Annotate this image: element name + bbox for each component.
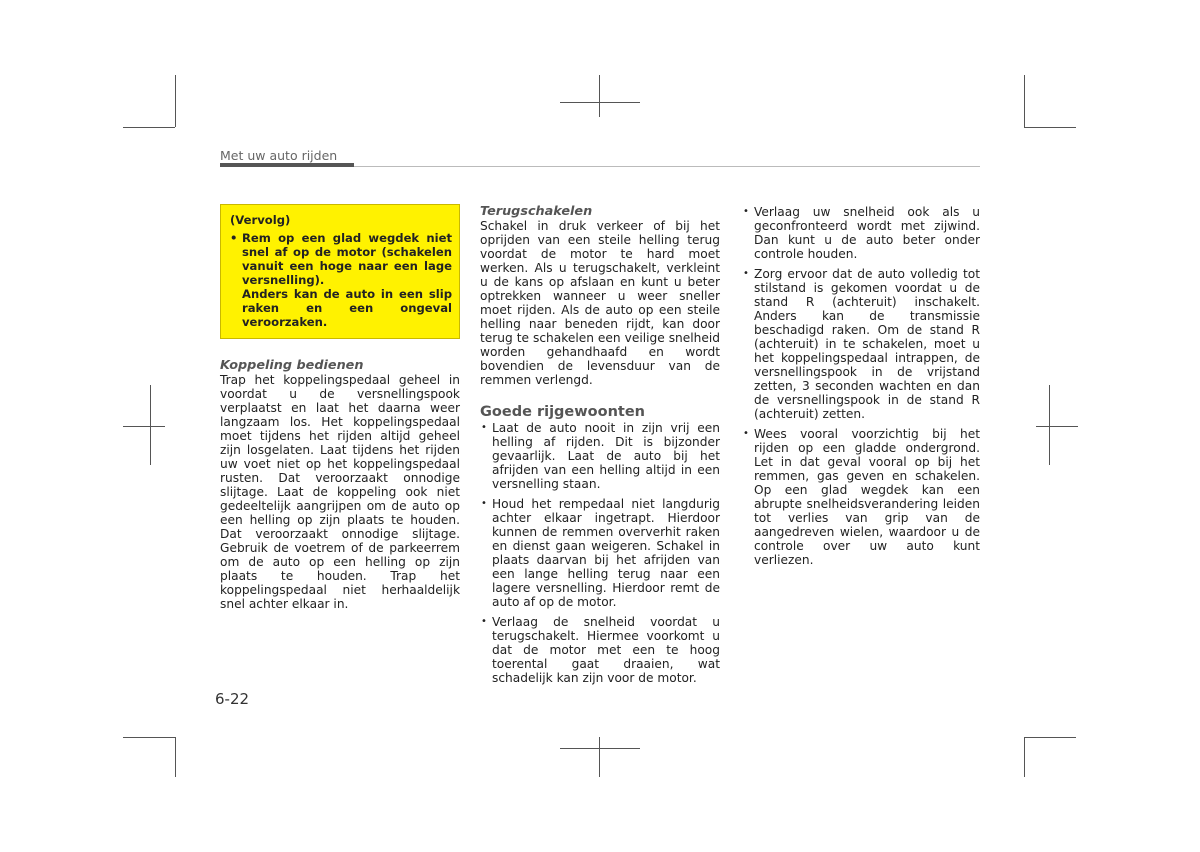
habits-list-part1 (480, 421, 720, 685)
clutch-heading: Koppeling bedienen (220, 358, 364, 373)
caution-title: (Vervolg) (230, 213, 291, 227)
caution-text: • Rem op een glad wegdek niet snel af op de motor (schakelen vanuit een hoge naar een lage versnelling). (242, 231, 452, 287)
list-item: • Houd het rempedaal niet langdurig achter elkaar ingetrapt. Hierdoor kunnen de remmen oververhit raken en dienst gaan weigeren. Schakel in plaats daarvan bij het afrijden van een lange helling terug naar een lagere versnelling. Hierdoor remt de auto af op de motor. (480, 497, 720, 609)
downshift-heading: Terugschakelen (480, 204, 593, 219)
page-number: 6-22 (215, 690, 250, 708)
list-item: • Verlaag de snelheid voordat u terugschakelt. Hiermee voorkomt u dat de motor met een te hoog toerental gaat draaien, wat schadelijk kan zijn voor de motor. (480, 615, 720, 685)
caution-item (230, 231, 452, 329)
habits-list-part2 (742, 205, 980, 567)
header-rule (354, 166, 980, 167)
habits-heading: Goede rijgewoonten (480, 404, 645, 420)
caution-box (220, 204, 460, 339)
section-title: Met uw auto rijden (220, 148, 338, 163)
list-item: • Verlaag uw snelheid ook als u geconfronteerd wordt met zijwind. Dan kunt u de auto beter onder controle houden. (742, 205, 980, 261)
list-item: • Zorg ervoor dat de auto volledig tot stilstand is gekomen voordat u de stand R (achteruit) inschakelt. Anders kan de transmissie beschadigd raken. Om de stand R (achteruit) in te schakelen, moet u het koppelingspedaal intrappen, de versnellingspook in de vrijstand zetten, 3 seconden wachten en dan de versnellingspook in de stand R (achteruit) zetten. (742, 267, 980, 421)
column-middle (480, 205, 720, 691)
clutch-body: Trap het koppelingspedaal geheel in voordat u de versnellingspook verplaatst en laat het daarna weer langzaam los. Het koppelingspedaal moet tijdens het rijden altijd geheel zijn losgelaten. Laat tijdens het rijden uw voet niet op het koppelingspedaal rusten. Dat veroorzaakt onnodige slijtage. Laat de koppeling ook niet gedeeltelijk aangrijpen om de auto op een helling op zijn plaats te houden. Dat veroorzaakt onnodige slijtage. Gebruik de voetrem of de parkeerrem om de auto op een helling op zijn plaats te houden. Trap het koppelingspedaal niet herhaaldelijk snel achter elkaar in. (220, 373, 460, 611)
list-item: • Laat de auto nooit in zijn vrij een helling af rijden. Dit is bijzonder gevaarlijk. Laat de auto bij het afrijden van een helling altijd in een versnelling staan. (480, 421, 720, 491)
header-accent-bar (220, 163, 354, 167)
caution-warning: Anders kan de auto in een slip raken en een ongeval veroorzaken. (242, 287, 452, 329)
column-left (220, 205, 460, 611)
downshift-body: Schakel in druk verkeer of bij het oprijden van een steile helling terug voordat de motor te hard moet werken. Als u terugschakelt, verkleint u de kans op afslaan en kunt u beter optrekken wanneer u weer sneller moet rijden. Als de auto op een steile helling naar beneden rijdt, kan door terug te schakelen een veilige snelheid worden gehandhaafd en wordt bovendien de levensduur van de remmen verlengd. (480, 219, 720, 387)
column-right (742, 205, 980, 573)
list-item: • Wees vooral voorzichtig bij het rijden op een gladde ondergrond. Let in dat geval vooral op bij het remmen, gas geven en schakelen. Op een glad wegdek kan een abrupte snelheidsverandering leiden tot verlies van grip van de aangedreven wielen, waardoor u de controle over uw auto kunt verliezen. (742, 427, 980, 567)
caution-list (230, 231, 452, 329)
